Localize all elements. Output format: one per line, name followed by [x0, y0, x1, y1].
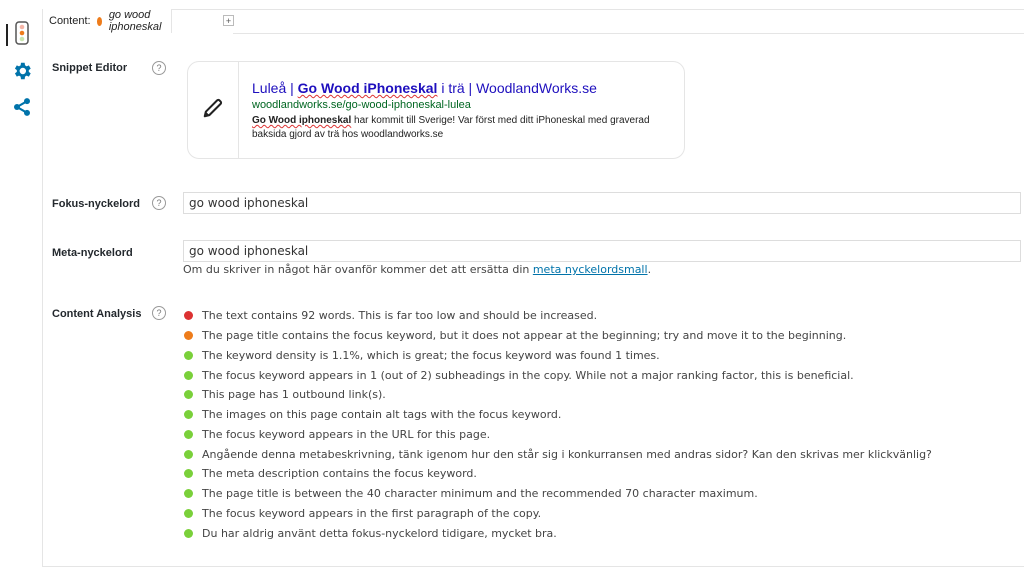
meta-keyword-label: Meta-nyckelord: [52, 247, 133, 259]
analysis-text: Angående denna metabeskrivning, tänk igenom hur den står sig i konkurransen med andras sidor? Kan den skrivas mer klickvänlig?: [202, 447, 932, 461]
status-dot: [184, 430, 193, 439]
snippet-description[interactable]: [252, 114, 662, 142]
analysis-text: This page has 1 outbound link(s).: [202, 388, 386, 402]
status-dot: [184, 410, 193, 419]
snippet-help-icon[interactable]: ?: [152, 61, 166, 75]
list-item: [184, 326, 932, 346]
list-item: [184, 523, 932, 543]
sidebar-item-content[interactable]: [8, 21, 36, 49]
status-dot: [184, 489, 193, 498]
analysis-text: The page title is between the 40 character minimum and the recommended 70 character maximum.: [202, 487, 758, 501]
analysis-text: The focus keyword appears in the first paragraph of the copy.: [202, 506, 542, 520]
snippet-title[interactable]: [252, 80, 597, 96]
pencil-icon: [202, 97, 224, 124]
analysis-text: The focus keyword appears in 1 (out of 2) subheadings in the copy. While not a major ranking factor, this is beneficial.: [202, 368, 854, 382]
status-dot: [184, 371, 193, 380]
tab-label: Content:: [49, 15, 91, 27]
hint-period: .: [647, 263, 652, 276]
meta-keyword-input[interactable]: go wood iphoneskal: [183, 240, 1021, 262]
traffic-light-icon: [15, 21, 29, 50]
analysis-text: Du har aldrig använt detta fokus-nyckelord tidigare, mycket bra.: [202, 526, 557, 540]
focus-keyword-input[interactable]: go wood iphoneskal: [183, 192, 1021, 214]
meta-keyword-hint: [183, 263, 651, 276]
analysis-text: The focus keyword appears in the URL for this page.: [202, 427, 491, 441]
list-item: [184, 425, 932, 445]
snippet-editor-label: Snippet Editor: [52, 62, 128, 74]
list-item: [184, 365, 932, 385]
analysis-text: The images on this page contain alt tags with the focus keyword.: [202, 408, 562, 422]
snippet-title-prefix: Luleå |: [252, 80, 298, 96]
analysis-text: The keyword density is 1.1%, which is great; the focus keyword was found 1 times.: [202, 348, 660, 362]
metabox-sidebar: [0, 0, 42, 580]
tab-keyword: go wood iphoneskal: [108, 9, 162, 33]
snippet-desc-keyword: Go Wood iphoneskal: [252, 115, 352, 126]
sidebar-item-social[interactable]: [8, 95, 36, 123]
list-item: [184, 484, 932, 504]
tab-content[interactable]: [43, 9, 172, 33]
status-dot: [184, 509, 193, 518]
status-dot: [184, 450, 193, 459]
analysis-list: [184, 306, 932, 543]
snippet-preview[interactable]: [187, 61, 685, 159]
share-icon: [12, 97, 32, 122]
status-dot: [184, 529, 193, 538]
status-dot: [184, 390, 193, 399]
snippet-url[interactable]: woodlandworks.se/go-wood-iphoneskal-lulea: [252, 99, 471, 111]
hint-text: Om du skriver in något här ovanför kommer det att ersätta din: [183, 263, 533, 276]
status-dot: [184, 469, 193, 478]
tab-divider: [233, 33, 1024, 34]
focus-keyword-label: Fokus-nyckelord: [52, 198, 141, 210]
tab-status-dot: [97, 17, 102, 26]
list-item: [184, 504, 932, 524]
gear-icon: [11, 60, 33, 87]
meta-keyword-template-link[interactable]: meta nyckelordsmall: [532, 263, 648, 276]
analysis-text: The text contains 92 words. This is far too low and should be increased.: [202, 309, 598, 323]
list-item: [184, 444, 932, 464]
status-dot: [184, 351, 193, 360]
list-item: [184, 464, 932, 484]
edit-snippet-button[interactable]: [188, 62, 239, 158]
analysis-help-icon[interactable]: ?: [152, 306, 166, 320]
analysis-text: The meta description contains the focus keyword.: [202, 467, 477, 481]
status-dot: [184, 331, 193, 340]
list-item: [184, 385, 932, 405]
focus-help-icon[interactable]: ?: [152, 196, 166, 210]
snippet-title-suffix: i trä | WoodlandWorks.se: [437, 80, 597, 96]
content-analysis-label: Content Analysis: [52, 308, 142, 320]
snippet-desc-text: har kommit till Sverige! Var först med ditt iPhoneskal med graverad baksida gjord av trä hos woodlandworks.se: [252, 115, 650, 140]
status-dot: [184, 311, 193, 320]
sidebar-item-settings[interactable]: [8, 59, 36, 87]
list-item: [184, 306, 932, 326]
list-item: [184, 405, 932, 425]
analysis-text: The page title contains the focus keyword, but it does not appear at the beginning; try and move it to the beginning.: [202, 329, 847, 343]
snippet-title-keyword: Go Wood iPhoneskal: [297, 80, 438, 96]
add-keyword-button[interactable]: +: [223, 15, 234, 26]
list-item: [184, 346, 932, 366]
